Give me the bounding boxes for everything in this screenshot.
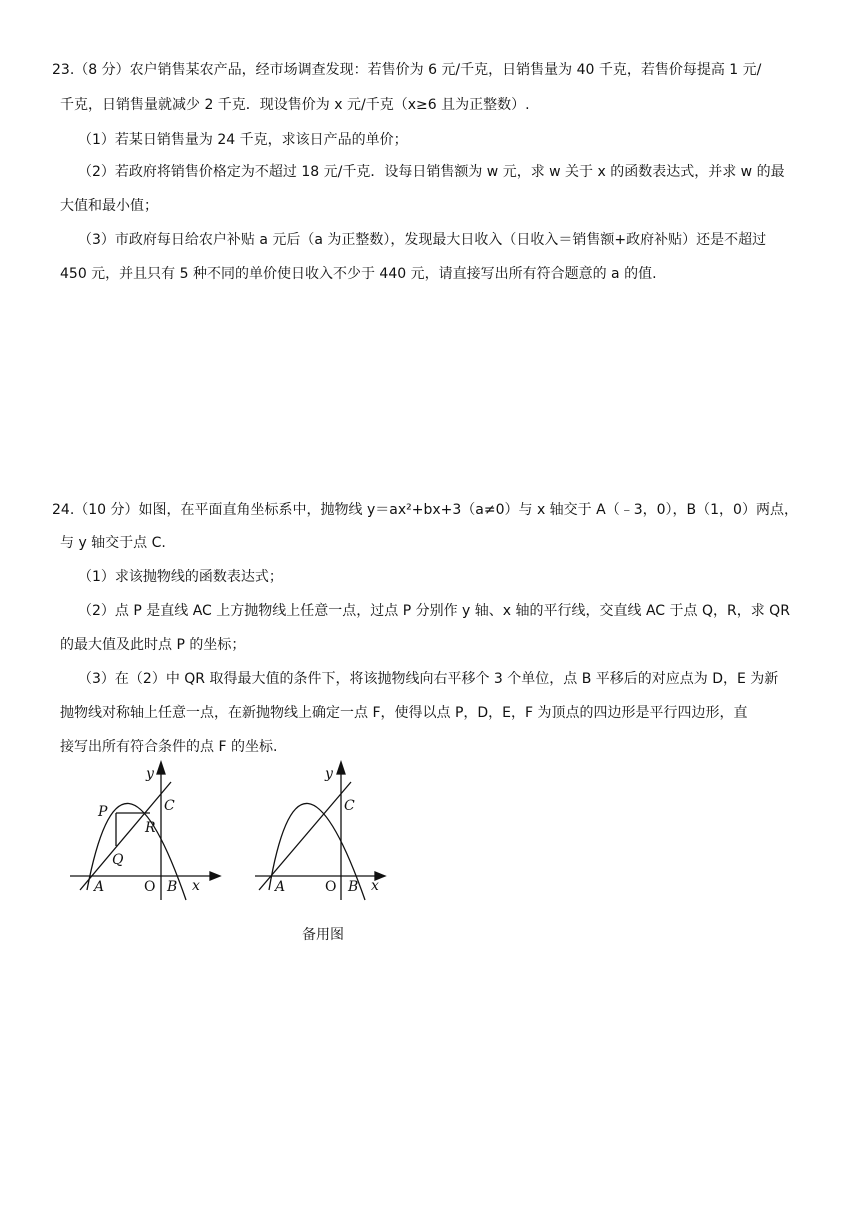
q24-part2-line-2: 的最大值及此时点 P 的坐标； <box>60 637 246 653</box>
y-axis-arrow <box>157 762 165 774</box>
label-p: P <box>98 804 108 820</box>
label-a: A <box>94 879 105 895</box>
q24-part3-line-3: 接写出所有符合条件的点 F 的坐标. <box>60 739 278 755</box>
q24-part3-line-1: （3）在（2）中 QR 取得最大值的条件下，将该抛物线向右平移个 3 个单位，点 B 平移后的对应点为 D，E 为新 <box>78 671 779 687</box>
line-ac <box>80 782 171 890</box>
q23-line-2: 千克，日销售量就减少 2 千克．现设售价为 x 元/千克（x≥6 且为正整数）. <box>60 97 530 113</box>
label-a: A <box>275 879 286 895</box>
label-o: O <box>144 879 156 895</box>
x-axis-arrow <box>210 872 220 880</box>
q24-part1: （1）求该抛物线的函数表达式； <box>78 569 283 585</box>
label-b: B <box>348 879 359 895</box>
label-c: C <box>164 798 175 814</box>
q23-part3-line-2: 450 元，并且只有 5 种不同的单价使日收入不少于 440 元，请直接写出所有符合题意的 a 的值. <box>60 266 657 282</box>
q23-part1: （1）若某日销售量为 24 千克，求该日产品的单价； <box>78 132 408 148</box>
label-b: B <box>167 879 178 895</box>
label-o: O <box>325 879 337 895</box>
label-r: R <box>145 820 156 836</box>
label-q: Q <box>112 852 124 868</box>
label-x: x <box>192 878 200 894</box>
q23-part3-line-1: （3）市政府每日给农户补贴 a 元后（a 为正整数），发现最大日收入（日收入＝销售额+政府补贴）还是不超过 <box>78 232 767 248</box>
q24-part3-line-2: 抛物线对称轴上任意一点，在新抛物线上确定一点 F，使得以点 P，D，E，F 为顶点的四边形是平行四边形，直 <box>60 705 748 721</box>
q24-line-1: 24.（10 分）如图，在平面直角坐标系中，抛物线 y＝ax²+bx+3（a≠0）与 x 轴交于 A（﹣3，0），B（1，0）两点， <box>52 502 798 518</box>
figure-2 <box>245 760 415 910</box>
line-ac <box>259 782 351 890</box>
q24-line-2: 与 y 轴交于点 C. <box>60 535 166 551</box>
label-y: y <box>146 766 154 782</box>
y-axis-arrow <box>337 762 345 774</box>
q23-line-1: 23.（8 分）农户销售某农产品，经市场调查发现：若售价为 6 元/千克，日销售量为 40 千克，若售价每提高 1 元/ <box>52 62 762 78</box>
q23-part2-line-2: 大值和最小值； <box>60 198 158 214</box>
figure-1 <box>60 760 230 910</box>
q23-part2-line-1: （2）若政府将销售价格定为不超过 18 元/千克．设每日销售额为 w 元，求 w 关于 x 的函数表达式，并求 w 的最 <box>78 164 785 180</box>
label-y: y <box>325 766 333 782</box>
q24-part2-line-1: （2）点 P 是直线 AC 上方抛物线上任意一点，过点 P 分别作 y 轴、x 轴的平行线，交直线 AC 于点 Q，R，求 QR <box>78 603 790 619</box>
figure-caption: 备用图 <box>302 927 344 943</box>
label-x: x <box>371 878 379 894</box>
label-c: C <box>344 798 355 814</box>
